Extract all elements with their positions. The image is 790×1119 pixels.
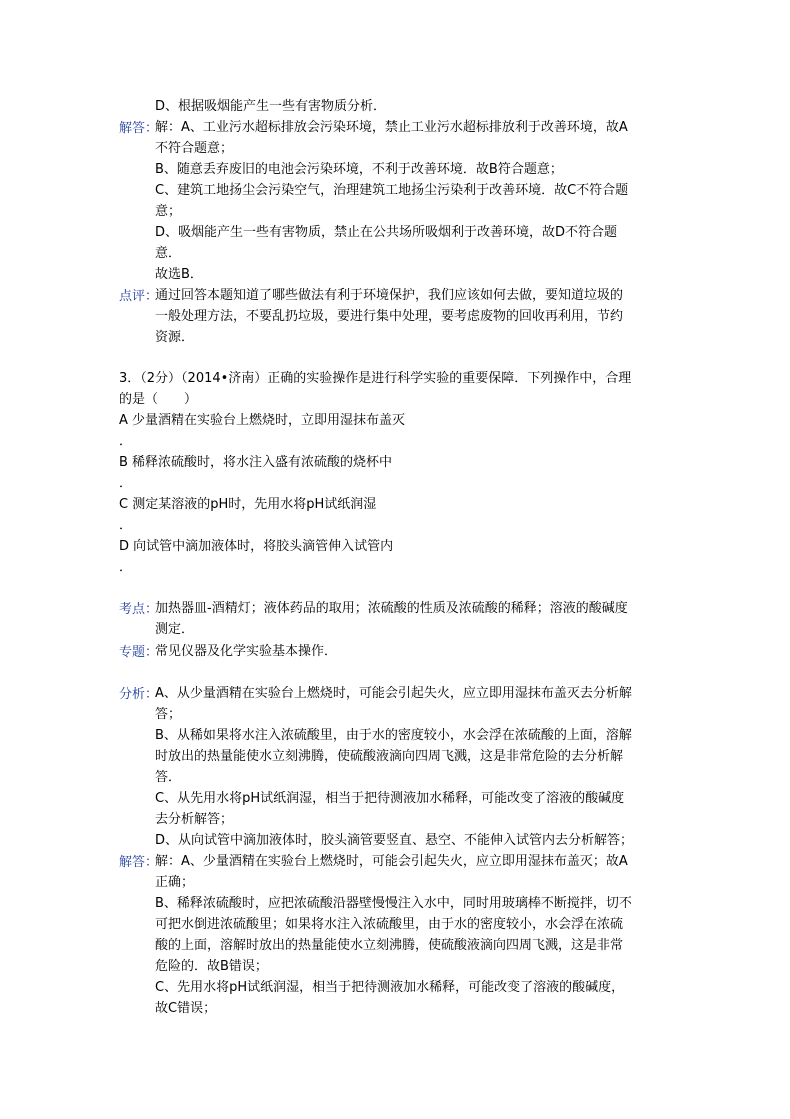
question-3-options: [119, 410, 679, 578]
answer-line: 意；: [155, 204, 182, 219]
kaodian-line: 加热器皿-酒精灯；液体药品的取用；浓硫酸的性质及浓硫酸的稀释；溶液的酸碱度: [155, 601, 628, 616]
jieda-section: [119, 851, 679, 1019]
jieda-line: 解：A、少量酒精在实验台上燃烧时，可能会引起失火，应立即用湿抹布盖灭；故A: [155, 854, 628, 869]
option-a-dot: ．: [119, 434, 133, 449]
prev-comment-section: [119, 285, 679, 348]
answer-line: 故选B．: [155, 267, 203, 282]
option-b: B 稀释浓硫酸时，将水注入盛有浓硫酸的烧杯中: [119, 455, 393, 470]
kaodian-line: 测定．: [155, 622, 195, 637]
option-c-dot: ．: [119, 518, 133, 533]
zhuanti-section: [119, 641, 679, 662]
fenxi-line: 答；: [155, 707, 182, 722]
answer-line: 不符合题意；: [155, 141, 234, 156]
option-c: C 测定某溶液的pH时，先用水将pH试纸润湿: [119, 497, 377, 512]
option-a: A 少量酒精在实验台上燃烧时，立即用湿抹布盖灭: [119, 413, 406, 428]
question-3-stem: [119, 368, 679, 410]
answer-line: 意．: [155, 246, 182, 261]
jieda-line: 可把水倒进浓硫酸里；如果将水注入浓硫酸里，由于水的密度较小，水会浮在浓硫: [155, 917, 624, 932]
option-b-dot: ．: [119, 476, 133, 491]
fenxi-line: D、从向试管中滴加液体时，胶头滴管要竖直、悬空、不能伸入试管内去分析解答；: [155, 833, 634, 848]
jieda-line: 故C错误；: [155, 1001, 217, 1016]
jieda-line: 酸的上面，溶解时放出的热量能使水立刻沸腾，使硫酸液滴向四周飞溅，这是非常: [155, 938, 624, 953]
jieda-line: 危险的．故B错误；: [155, 959, 268, 974]
zhuanti-label: 专题：: [119, 645, 159, 660]
answer-label: 解答：: [119, 121, 159, 136]
fenxi-line: A、从少量酒精在实验台上燃烧时，可能会引起失火，应立即用湿抹布盖灭去分析解: [155, 686, 632, 701]
kaodian-label: 考点：: [119, 602, 159, 617]
fenxi-line: B、从稀如果将水注入浓硫酸里，由于水的密度较小，水会浮在浓硫酸的上面，溶解: [155, 728, 632, 743]
comment-line: 资源．: [155, 330, 195, 345]
answer-line: D、吸烟能产生一些有害物质，禁止在公共场所吸烟利于改善环境，故D不符合题: [155, 225, 618, 240]
comment-line: 通过回答本题知道了哪些做法有利于环境保护，我们应该如何去做，要知道垃圾的: [155, 288, 624, 303]
answer-line: B、随意丢弃废旧的电池会污染环境，不利于改善环境．故B符合题意；: [155, 162, 563, 177]
fenxi-line: 答．: [155, 770, 182, 785]
question-stem-line: 的是（ ）: [119, 392, 198, 407]
kaodian-section: [119, 598, 679, 640]
jieda-line: C、先用水将pH试纸润湿，相当于把待测液加水稀释，可能改变了溶液的酸碱度，: [155, 980, 625, 995]
option-d-dot: ．: [119, 560, 133, 575]
fenxi-label: 分析：: [119, 687, 159, 702]
prev-option-d: [119, 96, 679, 117]
option-d-line: D、根据吸烟能产生一些有害物质分析．: [155, 99, 387, 114]
fenxi-line: 去分析解答；: [155, 812, 234, 827]
comment-line: 一般处理方法，不要乱扔垃圾，要进行集中处理，要考虑废物的回收再利用，节约: [155, 309, 624, 324]
zhuanti-line: 常见仪器及化学实验基本操作．: [155, 644, 338, 659]
prev-answer-section: [119, 117, 679, 285]
fenxi-line: C、从先用水将pH试纸润湿，相当于把待测液加水稀释，可能改变了溶液的酸碱度: [155, 791, 625, 806]
jieda-line: B、稀释浓硫酸时，应把浓硫酸沿器壁慢慢注入水中，同时用玻璃棒不断搅拌，切不: [155, 896, 632, 911]
jieda-label: 解答：: [119, 855, 159, 870]
comment-label: 点评：: [119, 289, 159, 304]
answer-line: C、建筑工地扬尘会污染空气，治理建筑工地扬尘污染利于改善环境．故C不符合题: [155, 183, 629, 198]
answer-line: 解：A、工业污水超标排放会污染环境，禁止工业污水超标排放利于改善环境，故A: [155, 120, 628, 135]
jieda-line: 正确；: [155, 875, 195, 890]
option-d: D 向试管中滴加液体时，将胶头滴管伸入试管内: [119, 539, 394, 554]
question-stem-line: 3．（2分）（2014•济南）正确的实验操作是进行科学实验的重要保障．下列操作中，合理: [119, 371, 632, 386]
fenxi-line: 时放出的热量能使水立刻沸腾，使硫酸液滴向四周飞溅，这是非常危险的去分析解: [155, 749, 624, 764]
fenxi-section: [119, 683, 679, 851]
